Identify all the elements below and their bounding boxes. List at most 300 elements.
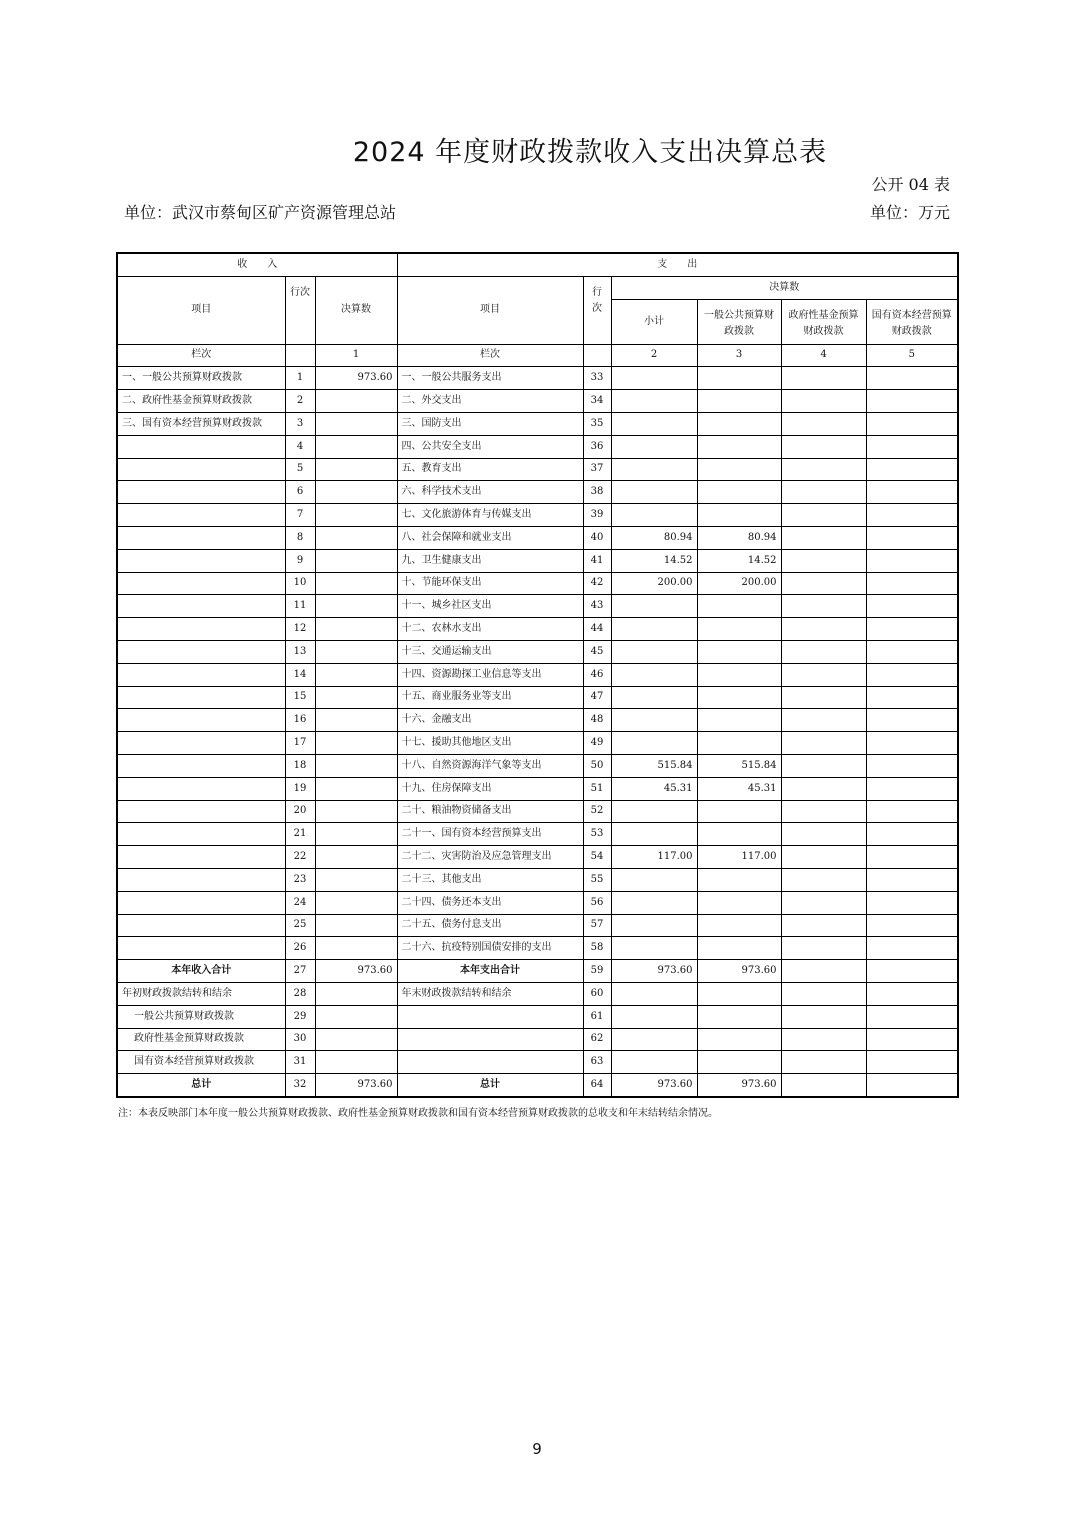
fund-budget-amount [781,481,866,504]
expense-line-no: 61 [583,1005,611,1028]
income-item [117,663,285,686]
expense-line-no: 40 [583,526,611,549]
gen-budget-amount [697,868,781,891]
expense-line-header: 行次 [583,276,611,344]
income-amount [315,663,397,686]
state-capital-amount [866,846,958,869]
state-capital-amount [866,549,958,572]
income-item [117,709,285,732]
page-number: 9 [532,1440,542,1458]
income-amount [315,732,397,755]
expense-item: 十一、城乡社区支出 [397,595,583,618]
fund-budget-amount [781,1074,866,1097]
income-amount [315,777,397,800]
expense-item: 二十六、抗疫特别国债安排的支出 [397,937,583,960]
subtotal-amount [611,1005,697,1028]
subtotal-amount [611,412,697,435]
fund-budget-amount [781,618,866,641]
expense-item-header: 项目 [397,276,583,344]
gen-budget-amount: 14.52 [697,549,781,572]
fund-budget-header: 政府性基金预算财政拨款 [781,299,866,344]
income-item [117,937,285,960]
income-line-no: 5 [285,458,315,481]
income-line-no: 9 [285,549,315,572]
income-item [117,732,285,755]
gen-budget-amount [697,1005,781,1028]
fund-budget-amount [781,891,866,914]
income-col-label: 栏次 [117,344,285,367]
table-row [117,960,958,983]
table-row [117,572,958,595]
subtotal-amount [611,982,697,1005]
header-row-1 [117,253,958,276]
income-amount [315,868,397,891]
state-capital-amount [866,1005,958,1028]
fund-budget-amount [781,1028,866,1051]
table-row [117,868,958,891]
subtotal-amount: 45.31 [611,777,697,800]
gen-budget-amount [697,663,781,686]
subtotal-amount [611,891,697,914]
column-index-row [117,344,958,367]
income-amount [315,618,397,641]
fund-budget-amount [781,868,866,891]
state-capital-amount [866,709,958,732]
state-capital-amount [866,412,958,435]
income-amount [315,823,397,846]
state-capital-amount [866,435,958,458]
table-row [117,1074,958,1097]
expense-item: 二十三、其他支出 [397,868,583,891]
state-capital-amount [866,754,958,777]
expense-line-no: 54 [583,846,611,869]
table-row [117,504,958,527]
table-row [117,891,958,914]
expense-item: 二十四、债务还本支出 [397,891,583,914]
state-capital-amount [866,481,958,504]
gen-budget-amount [697,481,781,504]
subtotal-amount [611,709,697,732]
blank-cell [583,344,611,367]
expense-item: 十九、住房保障支出 [397,777,583,800]
expense-line-no: 42 [583,572,611,595]
expense-item: 本年支出合计 [397,960,583,983]
income-amount [315,754,397,777]
subtotal-amount [611,823,697,846]
income-line-no: 23 [285,868,315,891]
fund-budget-amount [781,367,866,390]
income-line-no: 7 [285,504,315,527]
expense-item: 三、国防支出 [397,412,583,435]
subtotal-amount [611,481,697,504]
expense-line-no: 62 [583,1028,611,1051]
expense-item: 六、科学技术支出 [397,481,583,504]
subtotal-header: 小计 [611,299,697,344]
state-capital-amount [866,526,958,549]
income-line-no: 6 [285,481,315,504]
income-line-no: 20 [285,800,315,823]
income-line-no: 31 [285,1051,315,1074]
fund-budget-amount [781,800,866,823]
form-number: 公开 04 表 [871,175,950,194]
subtotal-amount [611,937,697,960]
income-amount [315,572,397,595]
state-capital-amount [866,960,958,983]
income-line-no: 32 [285,1074,315,1097]
state-capital-amount [866,914,958,937]
fund-budget-amount [781,709,866,732]
income-item [117,481,285,504]
expense-line-no: 48 [583,709,611,732]
income-line-no: 18 [285,754,315,777]
expense-item: 十四、资源勘探工业信息等支出 [397,663,583,686]
income-item: 总计 [117,1074,285,1097]
expense-line-no: 37 [583,458,611,481]
expense-line-no: 45 [583,640,611,663]
state-capital-amount [866,458,958,481]
expense-line-no: 53 [583,823,611,846]
col-4-label: 4 [781,344,866,367]
income-item [117,458,285,481]
income-line-no: 10 [285,572,315,595]
subtotal-amount: 80.94 [611,526,697,549]
subtotal-amount [611,663,697,686]
income-line-no: 12 [285,618,315,641]
income-item: 国有资本经营预算财政拨款 [117,1051,285,1074]
table-row [117,595,958,618]
fund-budget-amount [781,754,866,777]
state-capital-amount [866,777,958,800]
income-item [117,754,285,777]
income-item [117,595,285,618]
income-amount [315,595,397,618]
income-line-no: 19 [285,777,315,800]
subtotal-amount [611,800,697,823]
income-item [117,777,285,800]
expense-item: 总计 [397,1074,583,1097]
fund-budget-amount [781,982,866,1005]
gen-budget-amount: 117.00 [697,846,781,869]
income-amount [315,891,397,914]
gen-budget-amount [697,732,781,755]
subtotal-amount: 200.00 [611,572,697,595]
expense-line-no: 39 [583,504,611,527]
expense-header: 支 出 [397,253,958,276]
gen-budget-header: 一般公共预算财政拨款 [697,299,781,344]
fund-budget-amount [781,390,866,413]
expense-item: 十五、商业服务业等支出 [397,686,583,709]
gen-budget-amount [697,390,781,413]
income-item [117,868,285,891]
income-amount [315,640,397,663]
expense-line-no: 35 [583,412,611,435]
income-line-no: 2 [285,390,315,413]
gen-budget-amount: 45.31 [697,777,781,800]
state-capital-amount [866,937,958,960]
footnote: 注：本表反映部门本年度一般公共预算财政拨款、政府性基金预算财政拨款和国有资本经营预算财政拨款的总收支和年末结转结余情况。 [118,1108,718,1119]
subtotal-amount: 117.00 [611,846,697,869]
subtotal-amount [611,1051,697,1074]
gen-budget-amount [697,458,781,481]
expense-item: 十、节能环保支出 [397,572,583,595]
fund-budget-amount [781,914,866,937]
income-item [117,640,285,663]
table-row [117,1005,958,1028]
subtotal-amount [611,732,697,755]
expense-item [397,1005,583,1028]
fund-budget-amount [781,1005,866,1028]
income-amount [315,937,397,960]
income-item [117,572,285,595]
income-line-header: 行次 [285,276,315,344]
income-line-no: 27 [285,960,315,983]
fund-budget-amount [781,823,866,846]
income-amount [315,1005,397,1028]
income-item: 一、一般公共预算财政拨款 [117,367,285,390]
state-capital-amount [866,800,958,823]
income-item: 政府性基金预算财政拨款 [117,1028,285,1051]
income-item [117,891,285,914]
gen-budget-amount [697,1028,781,1051]
income-item [117,504,285,527]
col-3-label: 3 [697,344,781,367]
income-amount [315,526,397,549]
col-2-label: 2 [611,344,697,367]
income-line-no: 13 [285,640,315,663]
fiscal-summary-table [116,252,959,1098]
col-1-label: 1 [315,344,397,367]
fund-budget-amount [781,572,866,595]
expense-item: 七、文化旅游体育与传媒支出 [397,504,583,527]
income-item-header: 项目 [117,276,285,344]
subtotal-amount [611,1028,697,1051]
fund-budget-amount [781,663,866,686]
income-item [117,686,285,709]
state-capital-amount [866,732,958,755]
expense-line-no: 49 [583,732,611,755]
expense-item: 二十五、债务付息支出 [397,914,583,937]
expense-line-no: 59 [583,960,611,983]
fund-budget-amount [781,960,866,983]
expense-line-no: 56 [583,891,611,914]
state-capital-amount [866,1051,958,1074]
expense-item: 一、一般公共服务支出 [397,367,583,390]
state-capital-amount [866,572,958,595]
income-line-no: 24 [285,891,315,914]
expense-line-no: 63 [583,1051,611,1074]
income-line-no: 29 [285,1005,315,1028]
income-line-no: 15 [285,686,315,709]
gen-budget-amount [697,412,781,435]
income-amount [315,846,397,869]
state-capital-amount [866,1074,958,1097]
gen-budget-amount: 973.60 [697,960,781,983]
income-line-no: 22 [285,846,315,869]
gen-budget-amount [697,823,781,846]
fund-budget-amount [781,777,866,800]
table-row [117,1028,958,1051]
income-item [117,800,285,823]
income-item: 一般公共预算财政拨款 [117,1005,285,1028]
state-capital-amount [866,868,958,891]
subtotal-amount: 973.60 [611,960,697,983]
income-amount [315,709,397,732]
income-line-no: 28 [285,982,315,1005]
subtotal-amount [611,458,697,481]
state-capital-amount [866,982,958,1005]
income-item [117,914,285,937]
income-line-no: 26 [285,937,315,960]
income-amount [315,504,397,527]
income-amount [315,435,397,458]
fund-budget-amount [781,526,866,549]
gen-budget-amount [697,891,781,914]
subtotal-amount [611,595,697,618]
income-amount [315,914,397,937]
subtotal-amount [611,618,697,641]
header-row-2 [117,276,958,299]
gen-budget-amount [697,709,781,732]
table-row [117,390,958,413]
gen-budget-amount [697,435,781,458]
income-item [117,846,285,869]
state-capital-amount [866,1028,958,1051]
blank-cell [285,344,315,367]
expense-line-no: 55 [583,868,611,891]
income-item [117,618,285,641]
income-line-no: 11 [285,595,315,618]
subtotal-amount [611,435,697,458]
table-row [117,618,958,641]
expense-item: 十二、农林水支出 [397,618,583,641]
expense-line-no: 51 [583,777,611,800]
table-row [117,686,958,709]
expense-line-no: 36 [583,435,611,458]
income-item: 年初财政拨款结转和结余 [117,982,285,1005]
table-row [117,458,958,481]
expense-line-no: 64 [583,1074,611,1097]
income-amount [315,1028,397,1051]
fund-budget-amount [781,504,866,527]
expense-item: 八、社会保障和就业支出 [397,526,583,549]
gen-budget-amount: 973.60 [697,1074,781,1097]
table-row [117,367,958,390]
state-capital-amount [866,640,958,663]
subtotal-amount: 14.52 [611,549,697,572]
income-item [117,549,285,572]
table-row [117,937,958,960]
income-item [117,526,285,549]
table-row [117,526,958,549]
page-title: 2024 年度财政拨款收入支出决算总表 [352,137,828,168]
table-row [117,800,958,823]
fund-budget-amount [781,458,866,481]
income-item: 三、国有资本经营预算财政拨款 [117,412,285,435]
expense-item [397,1028,583,1051]
table-row [117,1051,958,1074]
subtotal-amount: 973.60 [611,1074,697,1097]
expense-item: 二十二、灾害防治及应急管理支出 [397,846,583,869]
expense-item: 十六、金融支出 [397,709,583,732]
income-item: 二、政府性基金预算财政拨款 [117,390,285,413]
table-row [117,754,958,777]
income-line-no: 1 [285,367,315,390]
table-row [117,663,958,686]
table-row [117,982,958,1005]
table-row [117,914,958,937]
fund-budget-amount [781,595,866,618]
expense-item: 二十、粮油物资储备支出 [397,800,583,823]
state-capital-amount [866,891,958,914]
state-capital-amount [866,618,958,641]
fund-budget-amount [781,846,866,869]
income-line-no: 30 [285,1028,315,1051]
state-capital-amount [866,504,958,527]
fund-budget-amount [781,937,866,960]
fund-budget-amount [781,412,866,435]
expense-line-no: 41 [583,549,611,572]
table-row [117,846,958,869]
gen-budget-amount [697,595,781,618]
gen-budget-amount [697,937,781,960]
subtotal-amount [611,504,697,527]
expense-item: 二十一、国有资本经营预算支出 [397,823,583,846]
income-amount: 973.60 [315,1074,397,1097]
expense-item [397,1051,583,1074]
income-line-no: 8 [285,526,315,549]
expense-line-no: 33 [583,367,611,390]
subtotal-amount [611,686,697,709]
expense-item: 年末财政拨款结转和结余 [397,982,583,1005]
subtotal-amount [611,640,697,663]
gen-budget-amount: 200.00 [697,572,781,595]
state-capital-amount [866,686,958,709]
income-line-no: 21 [285,823,315,846]
state-capital-amount [866,595,958,618]
expense-line-no: 50 [583,754,611,777]
expense-line-no: 44 [583,618,611,641]
table-row [117,481,958,504]
state-capital-amount [866,663,958,686]
income-amount [315,390,397,413]
table-row [117,777,958,800]
subtotal-amount [611,868,697,891]
gen-budget-amount [697,982,781,1005]
fund-budget-amount [781,549,866,572]
state-capital-amount [866,367,958,390]
table-row [117,823,958,846]
fund-budget-amount [781,1051,866,1074]
expense-line-no: 34 [583,390,611,413]
gen-budget-amount [697,1051,781,1074]
expense-item: 十七、援助其他地区支出 [397,732,583,755]
income-line-no: 17 [285,732,315,755]
expense-line-no: 60 [583,982,611,1005]
expense-item: 五、教育支出 [397,458,583,481]
income-amount [315,549,397,572]
income-amount [315,481,397,504]
income-amount [315,458,397,481]
table-row [117,732,958,755]
state-capital-amount [866,390,958,413]
subtotal-amount [611,367,697,390]
state-capital-amount [866,823,958,846]
expense-item: 四、公共安全支出 [397,435,583,458]
income-amount: 973.60 [315,367,397,390]
income-line-no: 25 [285,914,315,937]
expense-col-label: 栏次 [397,344,583,367]
expense-item: 九、卫生健康支出 [397,549,583,572]
